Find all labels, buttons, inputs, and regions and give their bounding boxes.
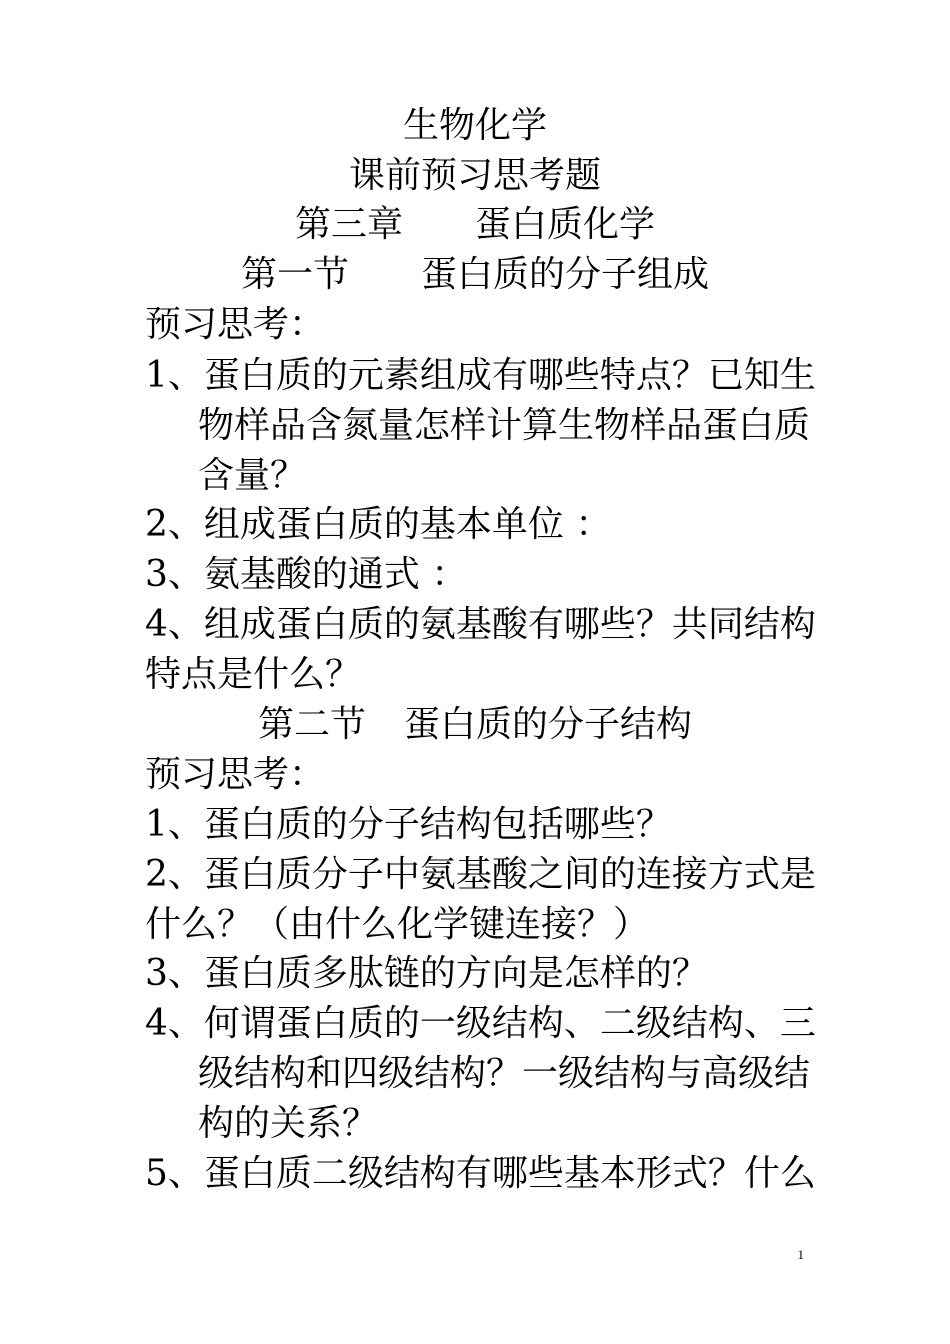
section1-heading (0, 255, 950, 295)
section2-name: 蛋白质的分子结构 (404, 704, 693, 745)
chapter-heading (0, 205, 950, 245)
section2-q4-line1: 4、何谓蛋白质的一级结构、二级结构、三 (145, 1003, 816, 1044)
section2-q1: 1、蛋白质的分子结构包括哪些？ (145, 804, 672, 845)
section1-number: 第一节 (240, 254, 349, 295)
section1-q1-line2: 物样品含氮量怎样计算生物样品蛋白质 (198, 405, 811, 446)
chapter-name: 蛋白质化学 (475, 204, 656, 245)
document-title: 生物化学 (402, 105, 547, 146)
page-number: 1 (797, 1247, 804, 1262)
section1-q1-line3: 含量？ (198, 455, 307, 496)
section2-heading (0, 705, 950, 745)
section1-q4-line2: 特点是什么？ (145, 654, 362, 695)
section2-q2-line2: 什么？（由什么化学键连接？） (145, 904, 650, 945)
section1-lead: 预习思考： (145, 304, 326, 345)
section2-number: 第二节 (257, 704, 366, 745)
section2-q2-line1: 2、蛋白质分子中氨基酸之间的连接方式是 (145, 854, 816, 895)
section1-q3: 3、氨基酸的通式 ： (145, 554, 468, 595)
section1-name: 蛋白质的分子组成 (421, 254, 710, 295)
section1-q4-line1: 4、组成蛋白质的氨基酸有哪些？共同结构 (145, 604, 816, 645)
section2-q5-line1: 5、蛋白质二级结构有哪些基本形式？什么 (145, 1153, 816, 1194)
section2-lead: 预习思考： (145, 754, 326, 795)
section1-q2: 2、组成蛋白质的基本单位 ： (145, 504, 612, 545)
document-subtitle: 课前预习思考题 (348, 155, 601, 196)
section1-q1-line1: 1、蛋白质的元素组成有哪些特点？已知生 (145, 355, 816, 396)
section2-q3: 3、蛋白质多肽链的方向是怎样的？ (145, 953, 708, 994)
section2-q4-line2: 级结构和四级结构？一级结构与高级结 (198, 1053, 811, 1094)
chapter-number: 第三章 (294, 204, 403, 245)
section2-q4-line3: 构的关系？ (198, 1103, 379, 1144)
